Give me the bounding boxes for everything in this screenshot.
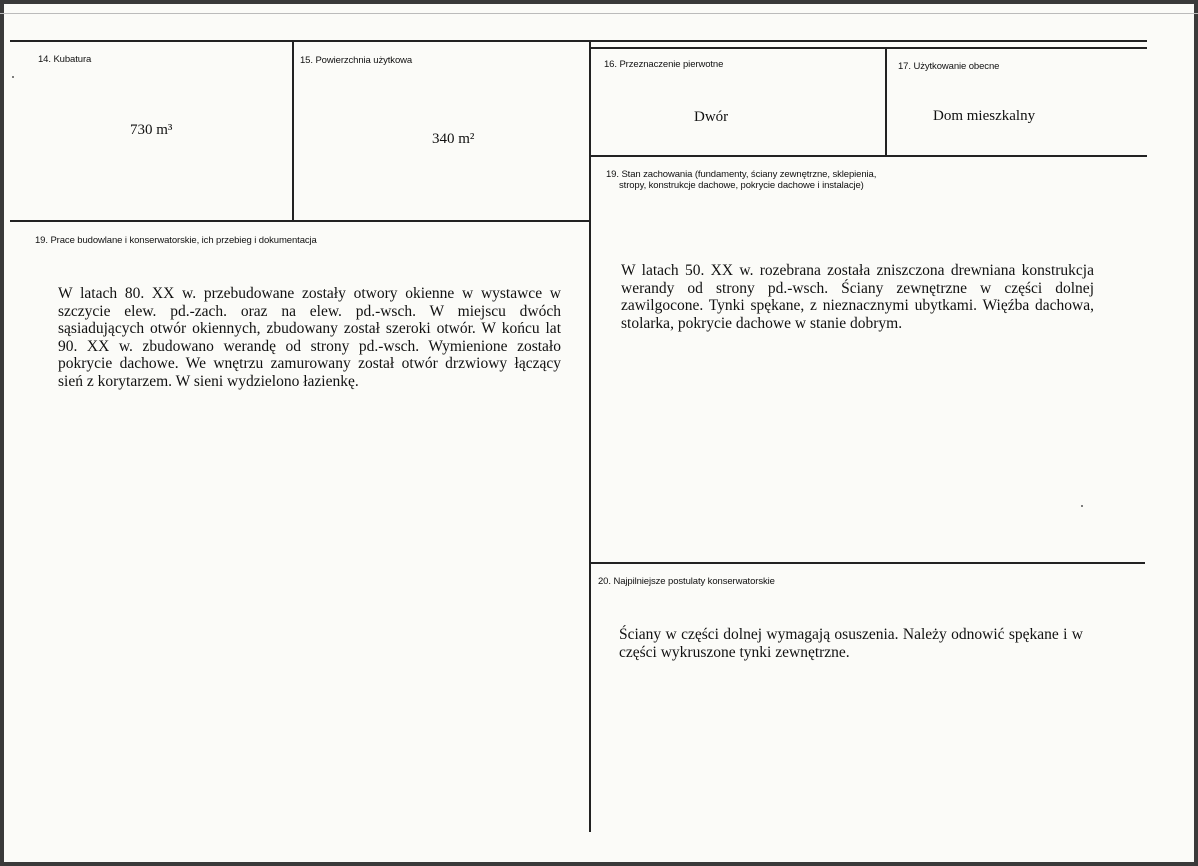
field-17-value: Dom mieszkalny xyxy=(933,108,1036,124)
field-15-value: 340 m² xyxy=(432,131,475,147)
field-17-label: 17. Użytkowanie obecne xyxy=(898,61,1000,72)
scan-speck xyxy=(1081,505,1083,507)
grid-line-right-mid xyxy=(590,155,1147,157)
field-16-value: Dwór xyxy=(694,109,729,125)
divider-16-17 xyxy=(885,47,887,155)
scan-speck xyxy=(12,76,14,78)
field-14-value: 730 m³ xyxy=(130,122,173,138)
field-15-label: 15. Powierzchnia użytkowa xyxy=(300,55,413,66)
grid-top-line xyxy=(10,40,1147,42)
field-19-condition-label-line1: 19. Stan zachowania (fundamenty, ściany zewnętrzne, sklepienia, xyxy=(606,169,877,180)
field-20-label: 20. Najpilniejsze postulaty konserwatorskie xyxy=(598,576,775,587)
divider-center xyxy=(589,40,591,832)
grid-line-right-low xyxy=(590,562,1145,564)
grid-top-line-right xyxy=(590,47,1147,49)
field-19-works-label: 19. Prace budowlane i konserwatorskie, ich przebieg i dokumentacja xyxy=(35,235,317,246)
divider-14-15 xyxy=(292,40,294,220)
field-14-label: 14. Kubatura xyxy=(38,54,92,65)
field-19-condition-text: W latach 50. XX w. rozebrana została zniszczona drewniana konstrukcja werandy od strony pd.-wsch. Ściany zewnętrzne w części dolnej zawilgocone. Tynki spękane, z nieznacznymi ubytkami. Więźba dachowa, stolarka, pokrycie dachowe w stanie dobrym. xyxy=(621,262,1094,332)
field-20-text: Ściany w części dolnej wymagają osuszenia. Należy odnowić spękane i w części wykruszone tynki zewnętrzne. xyxy=(619,626,1083,661)
field-19-works-text: W latach 80. XX w. przebudowane zostały otwory okienne w wystawce w szczycie elew. pd.-zach. oraz na elew. pd.-wsch. W miejscu dwóch sąsiadujących otwór okiennych, zbudowany został szeroki otwór. W końcu lat 90. XX w. zbudowano werandę od strony pd.-wsch. Wymienione zostało pokrycie dachowe. We wnętrzu zamurowany został otwór drzwiowy łączący sień z korytarzem. W sieni wydzielono łazienkę. xyxy=(58,285,561,390)
top-edge xyxy=(0,13,1198,14)
field-16-label: 16. Przeznaczenie pierwotne xyxy=(604,59,724,70)
field-19-condition-label-line2: stropy, konstrukcje dachowe, pokrycie dachowe i instalacje) xyxy=(619,180,864,191)
grid-line-left-mid xyxy=(10,220,590,222)
